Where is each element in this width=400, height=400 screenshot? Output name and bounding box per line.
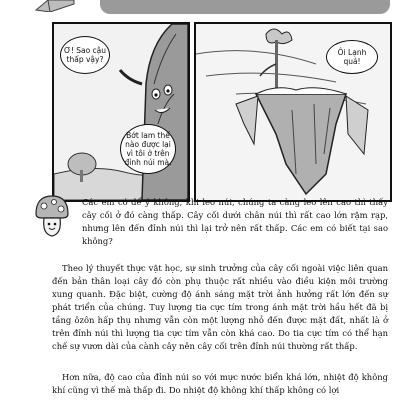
explanation-paragraph: Theo lý thuyết thực vật học, sự sinh trưởng của cây cối ngoài việc liên quan đến bản thân loại cây đó còn phụ thuộc rất nhiều vào điều kiện môi trường xung quanh. Đặc biệt, cường độ ánh sáng mặt trời ảnh hưởng rất lớn đến sự phát triển của chúng. Tuy lượng tia cực tím trong ánh mặt trời hầu hết đã bị tầng ôzôn hấp thụ nhưng vẫn còn một lượng nhỏ đến được mặt đất, nhất là ở trên đỉnh núi thì lượng tia cực tím vẫn còn khá cao. Do tia cực tím có thể hạn chế sự vươn dài của cành cây nên cây cối trên đỉnh núi thường rất thấp. (52, 263, 388, 351)
comic-panel-right (194, 22, 392, 202)
pencil-icon (34, 0, 76, 12)
mushroom-mascot-icon (34, 194, 70, 238)
intro-paragraph: Các em có để ý không, khi leo núi, chúng ta càng leo lên cao thì thấy cây cối ở đó càng thấp. Cây cối dưới chân núi thì rất cao lớn rậm rạp, nhưng lên đến đỉnh núi thì lại trở nên rất thấp. Các em có biết tại sao không? (82, 197, 388, 246)
speech-bubble-question: Ơ! Sao cậu thấp vậy? (60, 36, 110, 74)
header-decoration (0, 0, 400, 22)
speech-bubble-answer: Bớt lam thế nào được lại vì tôi ở trên đỉnh núi mà. (120, 124, 176, 174)
comic-panel-left (52, 22, 190, 202)
header-band (100, 0, 390, 14)
speech-bubble-cold: Ôi Lạnh quá! (326, 40, 378, 74)
continuation-paragraph: Hơn nữa, độ cao của đỉnh núi so với mực nước biển khá lớn, nhiệt độ không khí cũng vì thế mà thấp đi. Do nhiệt độ không khí thấp không có lợi (52, 372, 388, 395)
